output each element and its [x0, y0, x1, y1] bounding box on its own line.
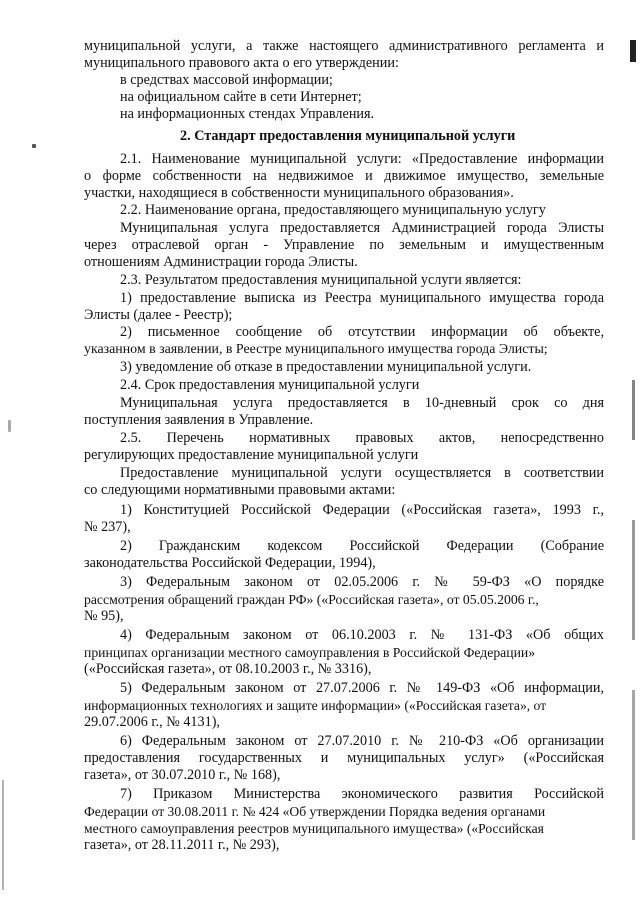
- doc-line: 6) Федеральным законом от 27.07.2010 г. № 210-ФЗ «Об организации: [120, 733, 604, 749]
- doc-line: 5) Федеральным законом от 27.07.2006 г. № 149-ФЗ «Об информации,: [120, 680, 604, 696]
- doc-line: предоставления государственных и муниципальных услуг» («Российская: [84, 750, 604, 766]
- doc-line: муниципальной услуги, а также настоящего административного регламента и: [84, 38, 604, 54]
- doc-line: 2) Гражданским кодексом Российской Федерации (Собрание: [120, 538, 604, 554]
- doc-line: регулирующих предоставление муниципальной услуги: [84, 447, 419, 463]
- doc-line: 4) Федеральным законом от 06.10.2003 г. № 131-ФЗ «Об общих: [120, 627, 604, 643]
- doc-line: принципах организации местного самоуправления в Российской Федерации»: [84, 645, 536, 660]
- doc-line: отношениям Администрации города Элисты.: [84, 254, 358, 270]
- doc-line: Предоставление муниципальной услуги осуществляется в соответствии: [120, 465, 604, 481]
- doc-line: («Российская газета», от 08.10.2003 г., № 3316),: [84, 661, 372, 677]
- doc-line: местного самоуправления реестров муниципального имущества» («Российская: [84, 821, 544, 836]
- doc-line: Федерации от 30.08.2011 г. № 424 «Об утверждении Порядка ведения органами: [84, 804, 546, 819]
- doc-line: со следующими нормативными правовыми актами:: [84, 482, 396, 498]
- doc-line: 2.5. Перечень нормативных правовых актов, непосредственно: [120, 430, 604, 446]
- scan-edge-mark: [632, 690, 635, 840]
- doc-line: 3) уведомление об отказе в предоставлении муниципальной услуги.: [120, 359, 532, 375]
- doc-line: поступления заявления в Управление.: [84, 412, 314, 428]
- doc-line: через отраслевой орган - Управление по земельным и имущественным: [84, 237, 604, 253]
- scan-speck: [8, 420, 11, 432]
- doc-line: № 95),: [84, 608, 124, 624]
- doc-line: 2.2. Наименование органа, предоставляющего муниципальную услугу: [120, 202, 546, 218]
- doc-line: 2.3. Результатом предоставления муниципальной услуги является:: [120, 272, 522, 288]
- doc-line: участки, находящиеся в собственности муниципального образования».: [84, 185, 514, 201]
- doc-line: газета», от 28.11.2011 г., № 293),: [84, 837, 280, 853]
- doc-line: в средствах массовой информации;: [120, 72, 333, 88]
- doc-line: Муниципальная услуга предоставляется в 10-дневный срок со дня: [120, 395, 604, 411]
- doc-line: 1) предоставление выписка из Реестра муниципального имущества города: [120, 290, 604, 306]
- scan-edge-mark: [630, 40, 636, 62]
- section-heading: 2. Стандарт предоставления муниципальной услуги: [180, 128, 516, 144]
- doc-line: муниципального правового акта о его утверждении:: [84, 55, 399, 71]
- doc-line: 2.1. Наименование муниципальной услуги: «Предоставление информации: [120, 151, 604, 167]
- doc-line: 7) Приказом Министерства экономического развития Российской: [120, 786, 604, 802]
- doc-line: рассмотрения обращений граждан РФ» («Российская газета», от 05.05.2006 г.,: [84, 592, 539, 607]
- doc-line: Элисты (далее - Реестр);: [84, 307, 233, 323]
- doc-line: на официальном сайте в сети Интернет;: [120, 89, 362, 105]
- doc-line: 3) Федеральным законом от 02.05.2006 г. № 59-ФЗ «О порядке: [120, 574, 604, 590]
- doc-line: о форме собственности на недвижимое и движимое имущество, земельные: [84, 168, 604, 184]
- doc-line: информационных технологиях и защите информации» («Российская газета», от: [84, 698, 547, 713]
- doc-line: № 237),: [84, 519, 131, 535]
- scan-edge-mark: [632, 520, 635, 640]
- doc-line: Муниципальная услуга предоставляется Администрацией города Элисты: [120, 220, 604, 236]
- scan-edge-mark: [632, 380, 635, 440]
- doc-line: 29.07.2006 г., № 4131),: [84, 714, 220, 730]
- doc-line: 1) Конституцией Российской Федерации («Российская газета», 1993 г.,: [120, 502, 604, 518]
- doc-line: законодательства Российской Федерации, 1994),: [84, 555, 376, 571]
- doc-line: на информационных стендах Управления.: [120, 106, 375, 122]
- doc-line: газета», от 30.07.2010 г., № 168),: [84, 767, 281, 783]
- doc-line: указанном в заявлении, в Реестре муниципального имущества города Элисты;: [84, 342, 548, 357]
- bullet-mark: [32, 144, 36, 148]
- doc-line: 2.4. Срок предоставления муниципальной услуги: [120, 377, 420, 393]
- doc-line: 2) письменное сообщение об отсутствии информации об объекте,: [120, 324, 604, 340]
- scan-edge-mark: [2, 780, 4, 890]
